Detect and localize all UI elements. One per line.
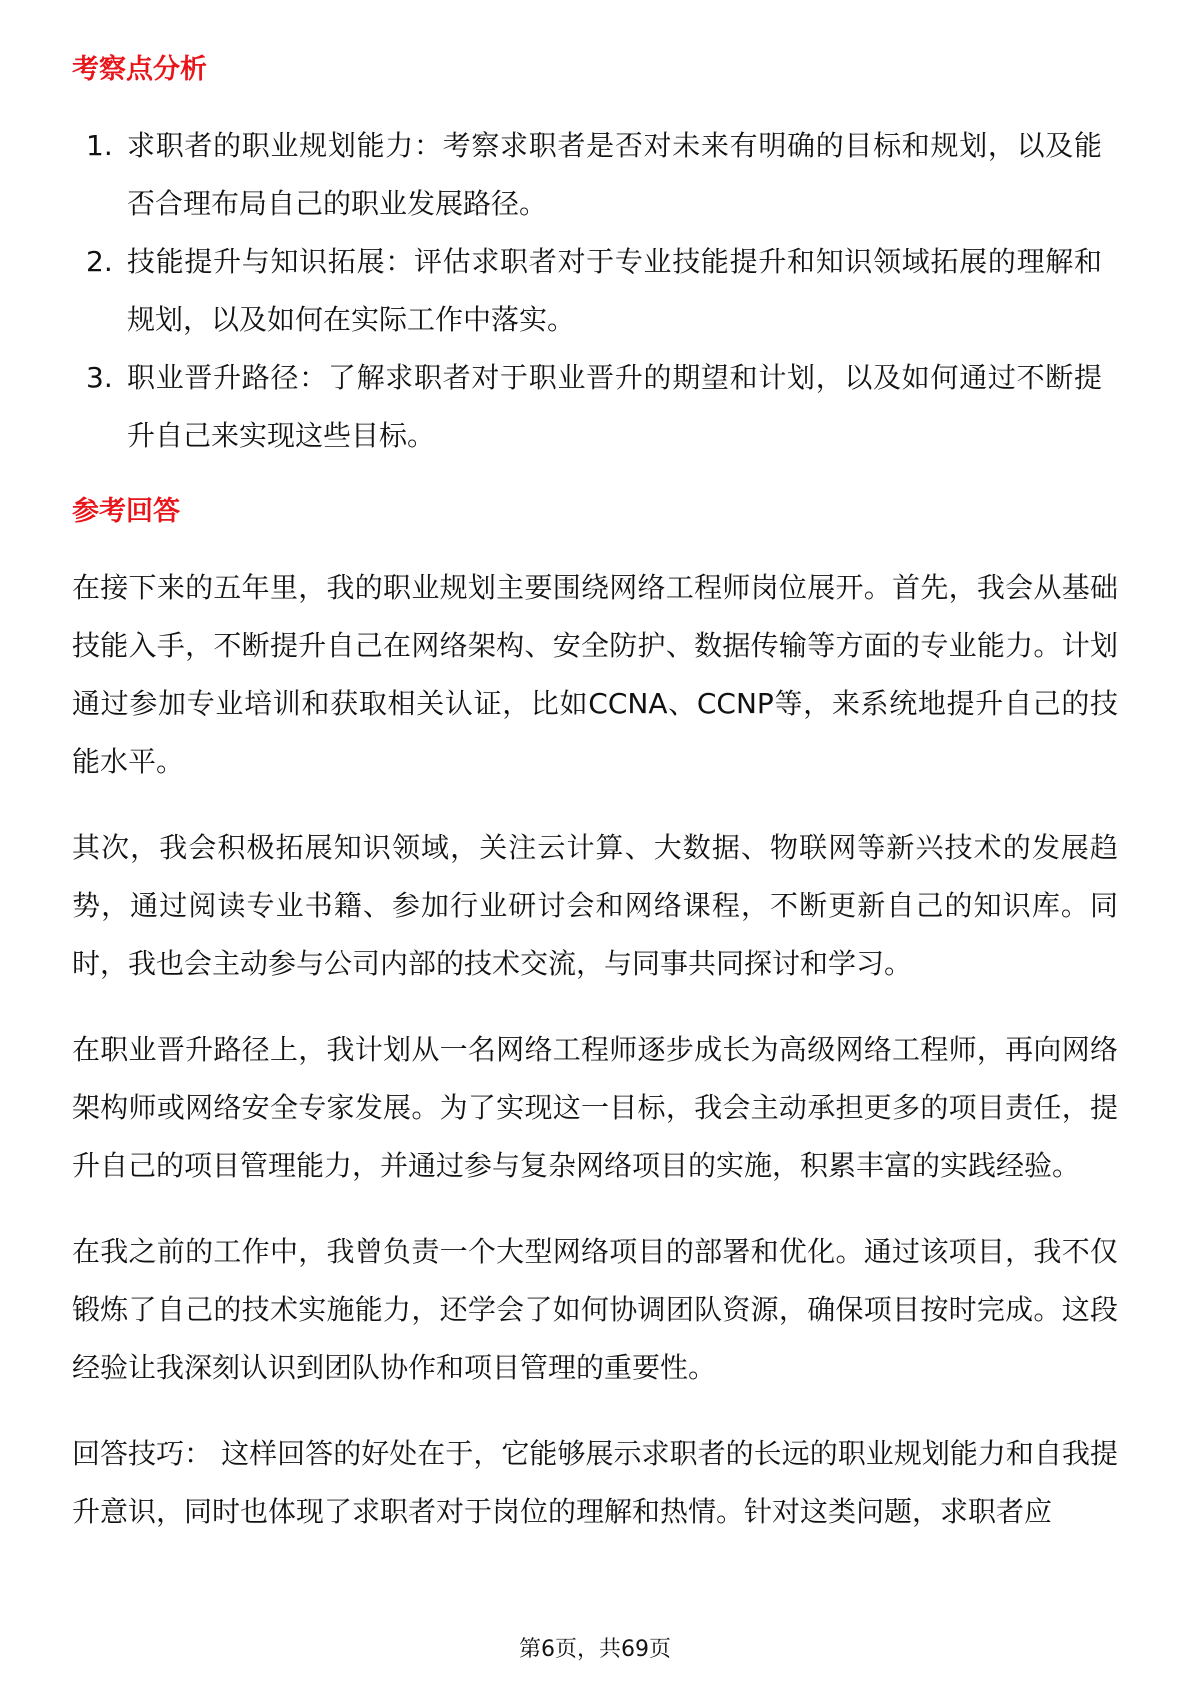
analysis-list bbox=[72, 117, 1118, 465]
list-item-text: 求职者的职业规划能力：考察求职者是否对未来有明确的目标和规划，以及能否合理布局自己的职业发展路径。 bbox=[127, 129, 1102, 220]
list-number: 2. bbox=[86, 245, 113, 278]
paragraph: 其次，我会积极拓展知识领域，关注云计算、大数据、物联网等新兴技术的发展趋势，通过阅读专业书籍、参加行业研讨会和网络课程，不断更新自己的知识库。同时，我也会主动参与公司内部的技术交流，与同事共同探讨和学习。 bbox=[72, 831, 1118, 980]
list-item-text: 技能提升与知识拓展：评估求职者对于专业技能提升和知识领域拓展的理解和规划，以及如何在实际工作中落实。 bbox=[127, 245, 1102, 336]
paragraph: 在职业晋升路径上，我计划从一名网络工程师逐步成长为高级网络工程师，再向网络架构师或网络安全专家发展。为了实现这一目标，我会主动承担更多的项目责任，提升自己的项目管理能力，并通过参与复杂网络项目的实施，积累丰富的实践经验。 bbox=[72, 1033, 1118, 1182]
list-item bbox=[72, 349, 1118, 465]
section-heading-analysis: 考察点分析 bbox=[72, 54, 207, 85]
list-number: 3. bbox=[86, 361, 113, 394]
answer-tip-paragraph: 回答技巧： 这样回答的好处在于，它能够展示求职者的长远的职业规划能力和自我提升意识，同时也体现了求职者对于岗位的理解和热情。针对这类问题，求职者应 bbox=[72, 1437, 1118, 1528]
section-heading-reference-answer: 参考回答 bbox=[72, 496, 180, 527]
paragraph: 在接下来的五年里，我的职业规划主要围绕网络工程师岗位展开。首先，我会从基础技能入手，不断提升自己在网络架构、安全防护、数据传输等方面的专业能力。计划通过参加专业培训和获取相关认证，比如CCNA、CCNP等，来系统地提升自己的技能水平。 bbox=[72, 571, 1118, 778]
list-item bbox=[72, 117, 1118, 233]
list-item bbox=[72, 233, 1118, 349]
document-body bbox=[72, 41, 1118, 1541]
paragraph: 在我之前的工作中，我曾负责一个大型网络项目的部署和优化。通过该项目，我不仅锻炼了自己的技术实施能力，还学会了如何协调团队资源，确保项目按时完成。这段经验让我深刻认识到团队协作和项目管理的重要性。 bbox=[72, 1235, 1118, 1384]
list-number: 1. bbox=[86, 129, 113, 162]
page-number: 第6页，共69页 bbox=[519, 1637, 671, 1662]
list-item-text: 职业晋升路径：了解求职者对于职业晋升的期望和计划，以及如何通过不断提升自己来实现这些目标。 bbox=[127, 361, 1102, 452]
